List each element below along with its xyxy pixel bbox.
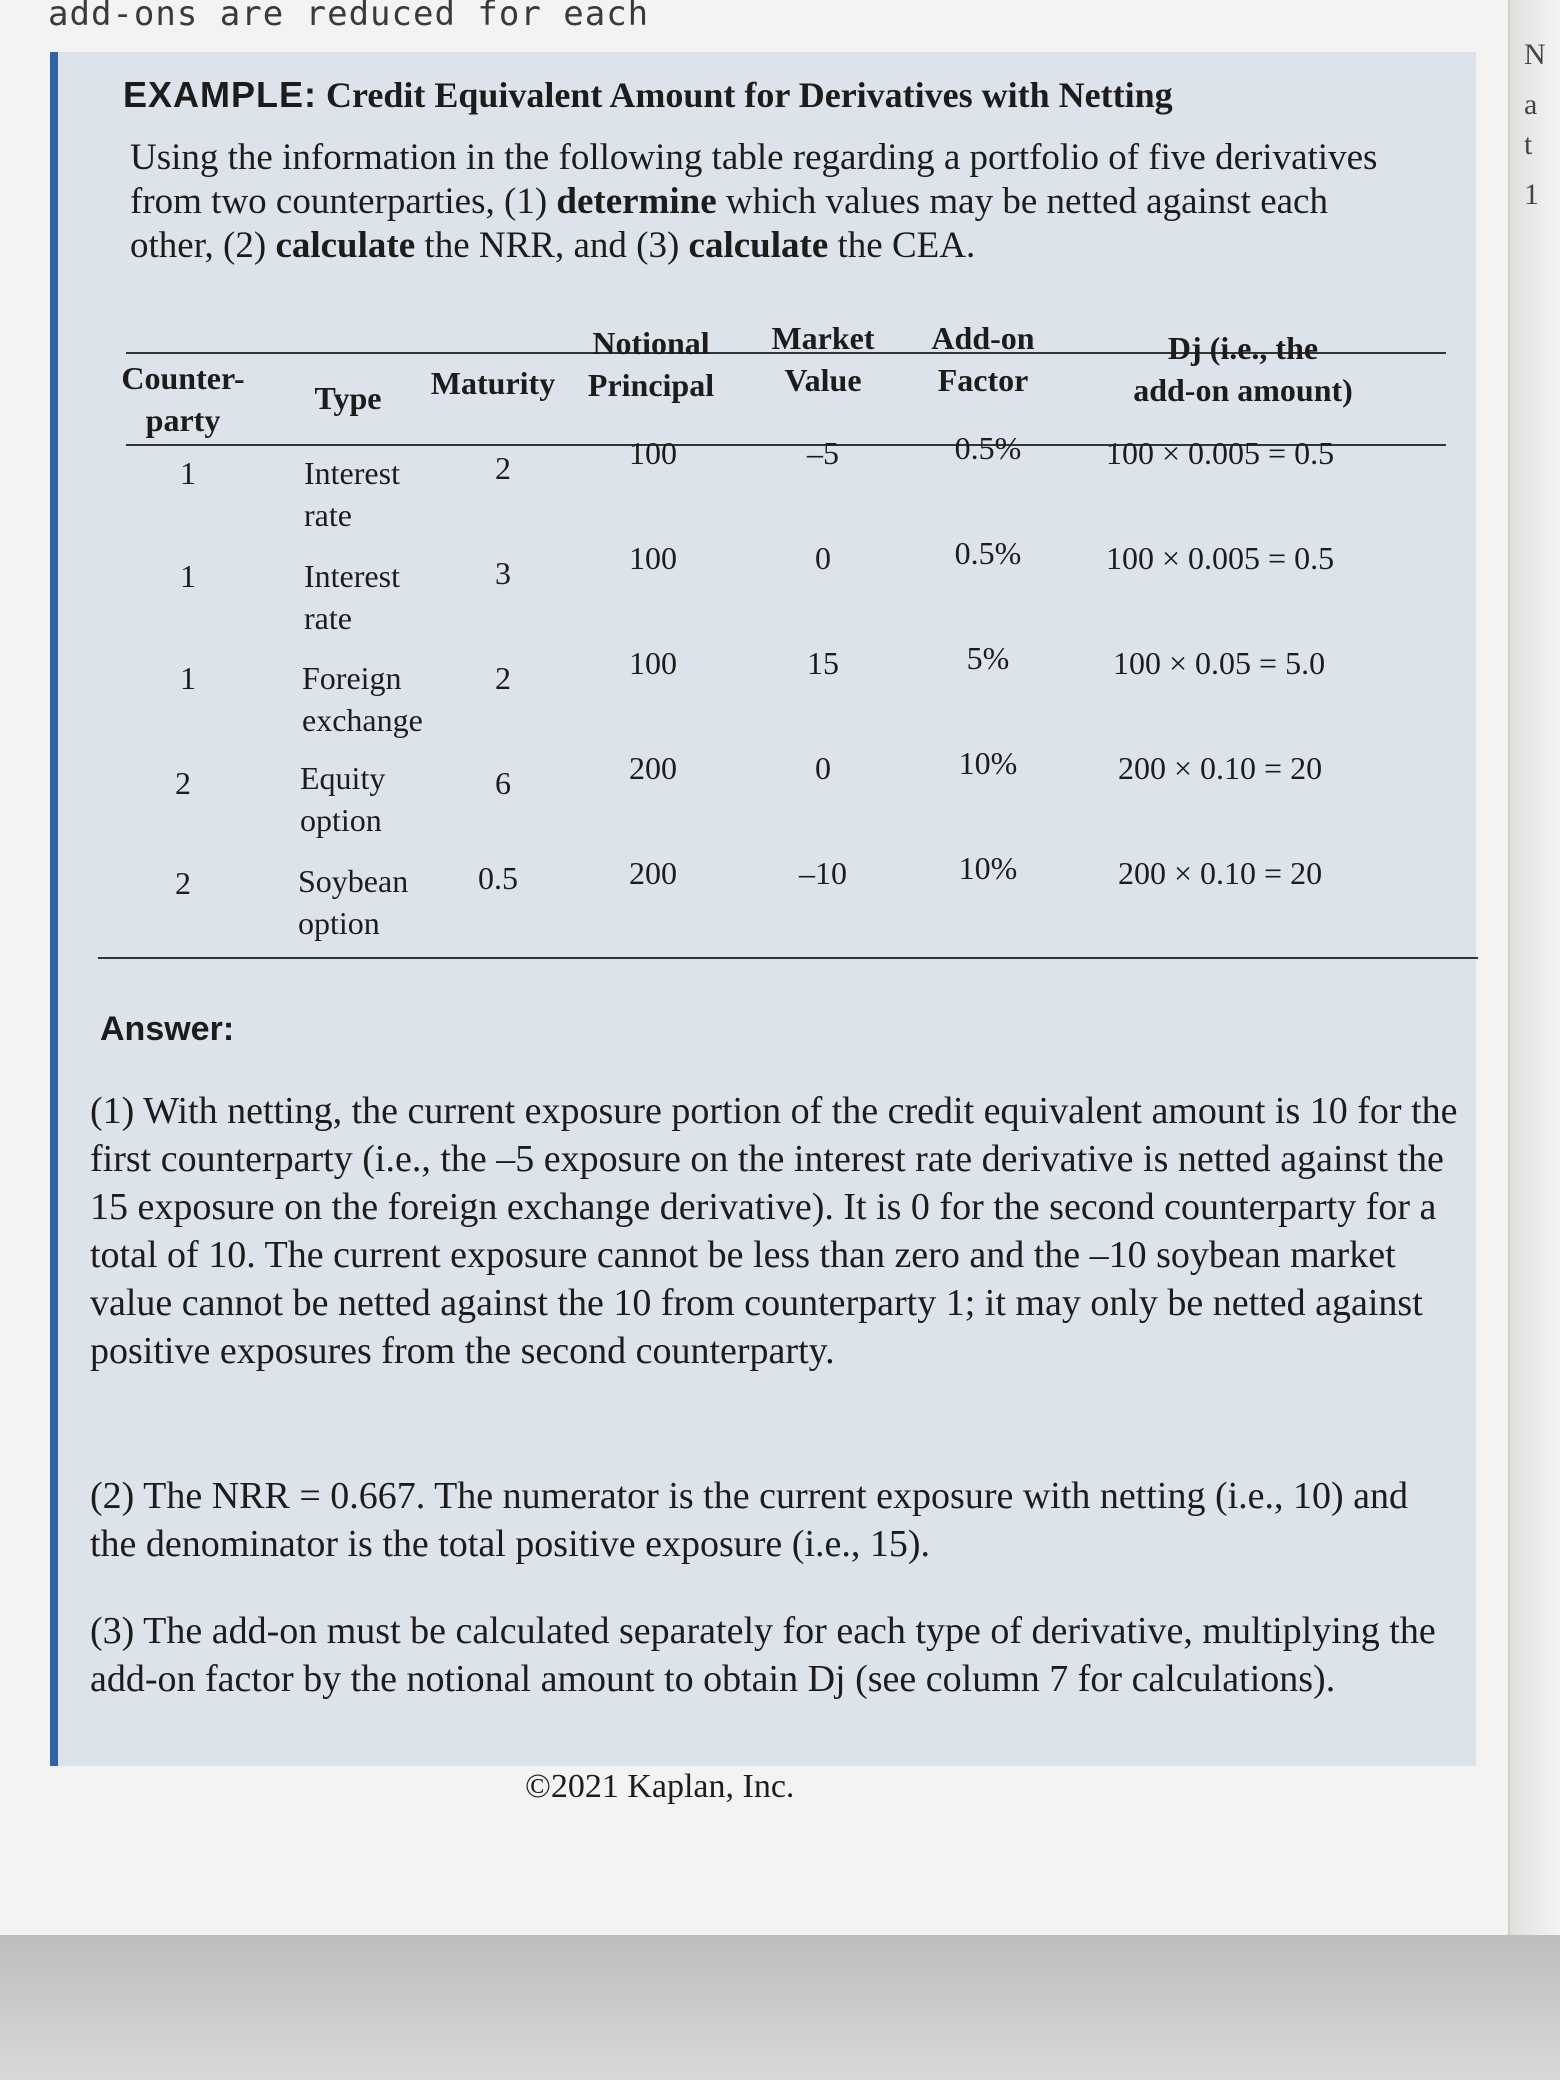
next-page-edge: N a t 1 bbox=[1508, 0, 1560, 1935]
desk-surface bbox=[0, 1935, 1560, 2080]
previous-text-fragment: add-ons are reduced for each bbox=[48, 0, 650, 34]
answer-paragraph-3: (3) The add-on must be calculated separately for each type of derivative, multiplying the add-on factor by the notional amount to obtain Dj (see column 7 for calculations). bbox=[90, 1610, 1436, 1700]
table-bottom-rule bbox=[98, 957, 1478, 959]
example-box: EXAMPLE: Credit Equivalent Amount for Derivatives with Netting Using the information in the following table regarding a portfolio of five derivatives from two counterparties, (1) determine which values may be netted against each other, (2) calculate the NRR, and (3) calculate the CEA. Counter- party Type Maturity Notional Principal Market Value Add-on Factor Dj (i.e., the add-on amount) 1 Interest rate 2 100 –5 0.5% 100 × 0.005 = 0.5 1 Interest rate 3 100 0 0.5% 100 × 0.005 = 0.5 1 Foreign exchange 2 100 15 5% 100 × 0.05 = 5.0 2 Equity option 6 200 0 10% 200 × 0.10 = 20 2 Soybean option 0.5 200 –10 10% 200 × 0.10 = 20 Answer: (1) With netting, the current exposure portion of the credit equivalent amount is 10 for the first counterparty (i.e., the –5 exposure on the interest rate derivative is netted against the 15 exposure on the foreign exchange derivative). It is 0 for the second counterparty for a total of 10. The current exposure cannot be less than zero and the –10 soybean market value cannot be netted against the 10 from counterparty 1; it may only be netted against positive exposures from the second counterparty. (2) The NRR = 0.667. The numerator is the current exposure with netting (i.e., 10) and the denominator is the total positive exposure (i.e., 15). (3) The add-on must be calculated separately for each type of derivative, multiplying the add-on factor by the notional amount to obtain Dj (see column 7 for calculations). bbox=[50, 52, 1476, 1766]
answer-heading: Answer: bbox=[100, 1010, 235, 1048]
answer-paragraph-1: (1) With netting, the current exposure portion of the credit equivalent amount is 10 for the first counterparty (i.e., the –5 exposure on the interest rate derivative is netted against the 15 exposure on the foreign exchange derivative). It is 0 for the second counterparty for a total of 10. The current exposure cannot be less than zero and the –10 soybean market value cannot be netted against the 10 from counterparty 1; it may only be netted against positive exposures from the second counterparty. bbox=[90, 1090, 1458, 1372]
example-intro: Using the information in the following table regarding a portfolio of five derivatives from two counterparties, (1) determine which values may be netted against each other, (2) calculate the NRR, and (3) calculate the CEA. bbox=[130, 137, 1378, 266]
example-title-text: Credit Equivalent Amount for Derivatives with Netting bbox=[326, 75, 1173, 115]
example-title bbox=[123, 74, 1173, 116]
answer-paragraph-2: (2) The NRR = 0.667. The numerator is the current exposure with netting (i.e., 10) and the denominator is the total positive exposure (i.e., 15). bbox=[90, 1475, 1409, 1565]
copyright: ©2021 Kaplan, Inc. bbox=[525, 1768, 795, 1805]
header-addon: Add-on Factor bbox=[931, 320, 1035, 398]
header-maturity: Maturity bbox=[430, 365, 556, 401]
header-notional: Notional Principal bbox=[587, 325, 715, 403]
header-dj: Dj (i.e., the add-on amount) bbox=[1133, 330, 1353, 408]
header-type: Type bbox=[314, 380, 382, 416]
header-counterparty: Counter- party bbox=[121, 360, 245, 438]
example-label: EXAMPLE: bbox=[123, 74, 318, 115]
header-market: Market Value bbox=[771, 320, 875, 398]
